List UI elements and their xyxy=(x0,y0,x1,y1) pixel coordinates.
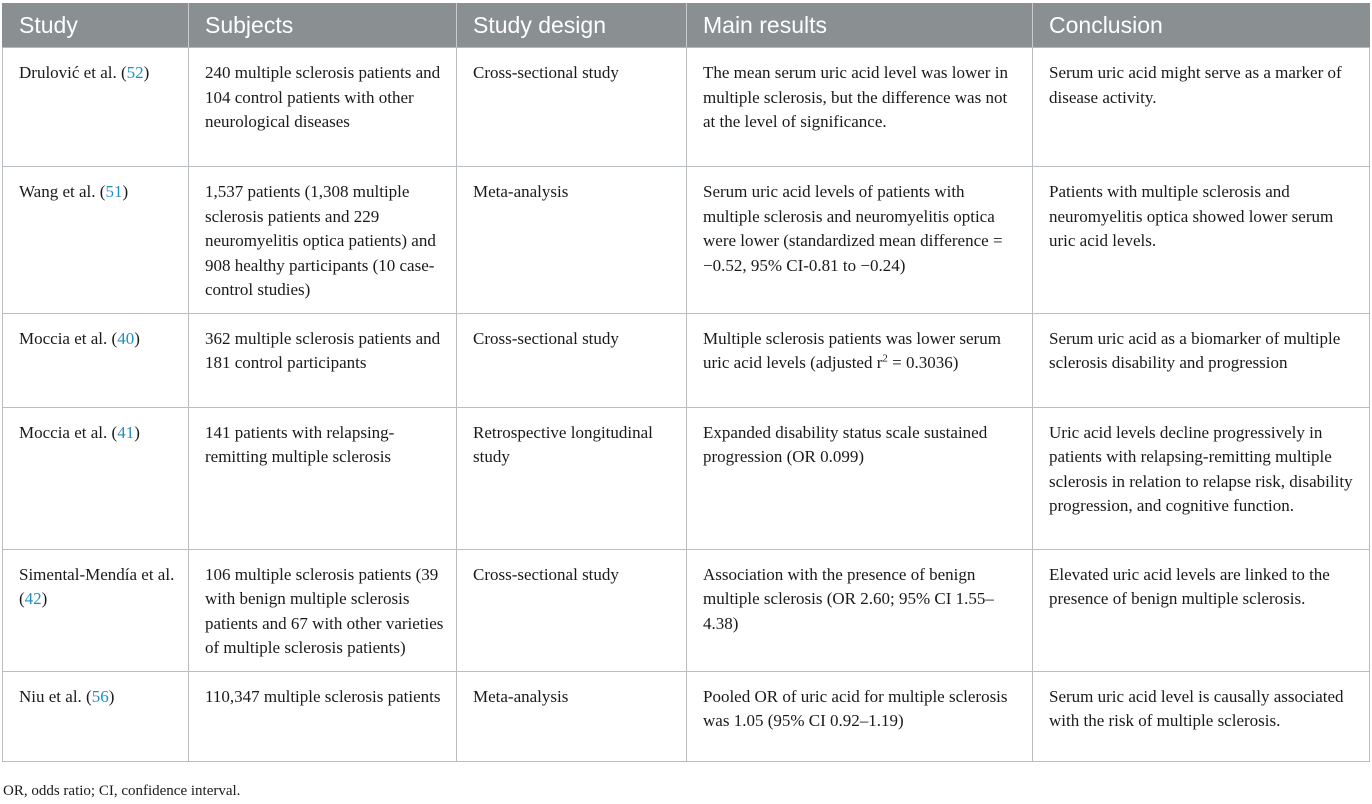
cell-design: Cross-sectional study xyxy=(457,48,687,167)
table-row xyxy=(3,167,1370,314)
cell-study xyxy=(3,407,189,549)
cell-subjects: 141 patients with relapsing-remitting multiple sclerosis xyxy=(189,407,457,549)
cell-results: Expanded disability status scale sustained progression (OR 0.099) xyxy=(687,407,1033,549)
cell-results: The mean serum uric acid level was lower in multiple sclerosis, but the difference was not at the level of significance. xyxy=(687,48,1033,167)
cell-conclusion: Uric acid levels decline progressively in patients with relapsing-remitting multiple sclerosis in relation to relapse risk, disability progression, and cognitive function. xyxy=(1033,407,1370,549)
reference-link[interactable]: 52 xyxy=(126,63,144,82)
reference-link[interactable]: 51 xyxy=(105,182,123,201)
header-subjects: Subjects xyxy=(189,3,457,48)
table-footnote: OR, odds ratio; CI, confidence interval. xyxy=(3,783,241,799)
table-body xyxy=(3,48,1370,762)
header-main-results: Main results xyxy=(687,3,1033,48)
cell-design: Cross-sectional study xyxy=(457,549,687,671)
study-author: Simental-Mendía et al. ( xyxy=(19,564,175,608)
cell-subjects: 1,537 patients (1,308 multiple sclerosis patients and 229 neuromyelitis optica patients) and 908 healthy participants (10 case-control studies) xyxy=(189,167,457,314)
cell-subjects: 110,347 multiple sclerosis patients xyxy=(189,671,457,761)
cell-study xyxy=(3,671,189,761)
cell-subjects: 362 multiple sclerosis patients and 181 control participants xyxy=(189,313,457,407)
table-header xyxy=(3,3,1370,48)
table-wrapper xyxy=(2,3,1369,762)
cell-results: Serum uric acid levels of patients with multiple sclerosis and neuromyelitis optica were lower (standardized mean difference = −0.52, 95% CI-0.81 to −0.24) xyxy=(687,167,1033,314)
cell-study xyxy=(3,549,189,671)
cell-study xyxy=(3,313,189,407)
cell-study xyxy=(3,48,189,167)
study-close: ) xyxy=(143,63,150,82)
study-close: ) xyxy=(108,686,115,706)
study-close: ) xyxy=(134,328,140,348)
table-row xyxy=(3,48,1370,167)
cell-design: Cross-sectional study xyxy=(457,313,687,407)
header-conclusion: Conclusion xyxy=(1033,3,1370,48)
cell-design: Meta-analysis xyxy=(457,167,687,314)
cell-subjects: 240 multiple sclerosis patients and 104 control patients with other neurological diseases xyxy=(189,48,457,167)
results-text-end: = 0.3036) xyxy=(887,353,959,372)
table-row xyxy=(3,407,1370,549)
cell-results xyxy=(687,313,1033,407)
header-row xyxy=(3,3,1370,48)
studies-table xyxy=(2,3,1370,762)
superscript: 2 xyxy=(882,352,888,365)
cell-results: Association with the presence of benign multiple sclerosis (OR 2.60; 95% CI 1.55–4.38) xyxy=(687,549,1033,671)
study-author: Moccia et al. ( xyxy=(19,422,118,442)
header-study-design: Study design xyxy=(457,3,687,48)
reference-link[interactable]: 42 xyxy=(24,589,42,608)
study-author: Drulović et al. ( xyxy=(19,63,127,82)
cell-subjects: 106 multiple sclerosis patients (39 with benign multiple sclerosis patients and 67 with other varieties of multiple sclerosis patients) xyxy=(189,549,457,671)
reference-link[interactable]: 56 xyxy=(91,686,109,706)
study-author: Niu et al. ( xyxy=(19,686,92,706)
study-close: ) xyxy=(134,422,140,442)
table-row xyxy=(3,549,1370,671)
study-author: Wang et al. ( xyxy=(19,182,106,201)
study-close: ) xyxy=(122,182,129,201)
header-study: Study xyxy=(3,3,189,48)
study-close: ) xyxy=(41,589,48,608)
cell-conclusion: Serum uric acid level is causally associated with the risk of multiple sclerosis. xyxy=(1033,671,1370,761)
cell-conclusion: Serum uric acid as a biomarker of multiple sclerosis disability and progression xyxy=(1033,313,1370,407)
cell-results: Pooled OR of uric acid for multiple sclerosis was 1.05 (95% CI 0.92–1.19) xyxy=(687,671,1033,761)
cell-conclusion: Patients with multiple sclerosis and neuromyelitis optica showed lower serum uric acid levels. xyxy=(1033,167,1370,314)
results-text: Multiple sclerosis patients was lower serum uric acid levels (adjusted r xyxy=(703,328,1001,372)
cell-conclusion: Serum uric acid might serve as a marker of disease activity. xyxy=(1033,48,1370,167)
table-row xyxy=(3,671,1370,761)
cell-conclusion: Elevated uric acid levels are linked to the presence of benign multiple sclerosis. xyxy=(1033,549,1370,671)
cell-study xyxy=(3,167,189,314)
study-author: Moccia et al. ( xyxy=(19,328,118,348)
reference-link[interactable]: 40 xyxy=(117,328,135,348)
cell-design: Meta-analysis xyxy=(457,671,687,761)
reference-link[interactable]: 41 xyxy=(117,422,135,442)
cell-design: Retrospective longitudinal study xyxy=(457,407,687,549)
table-row xyxy=(3,313,1370,407)
